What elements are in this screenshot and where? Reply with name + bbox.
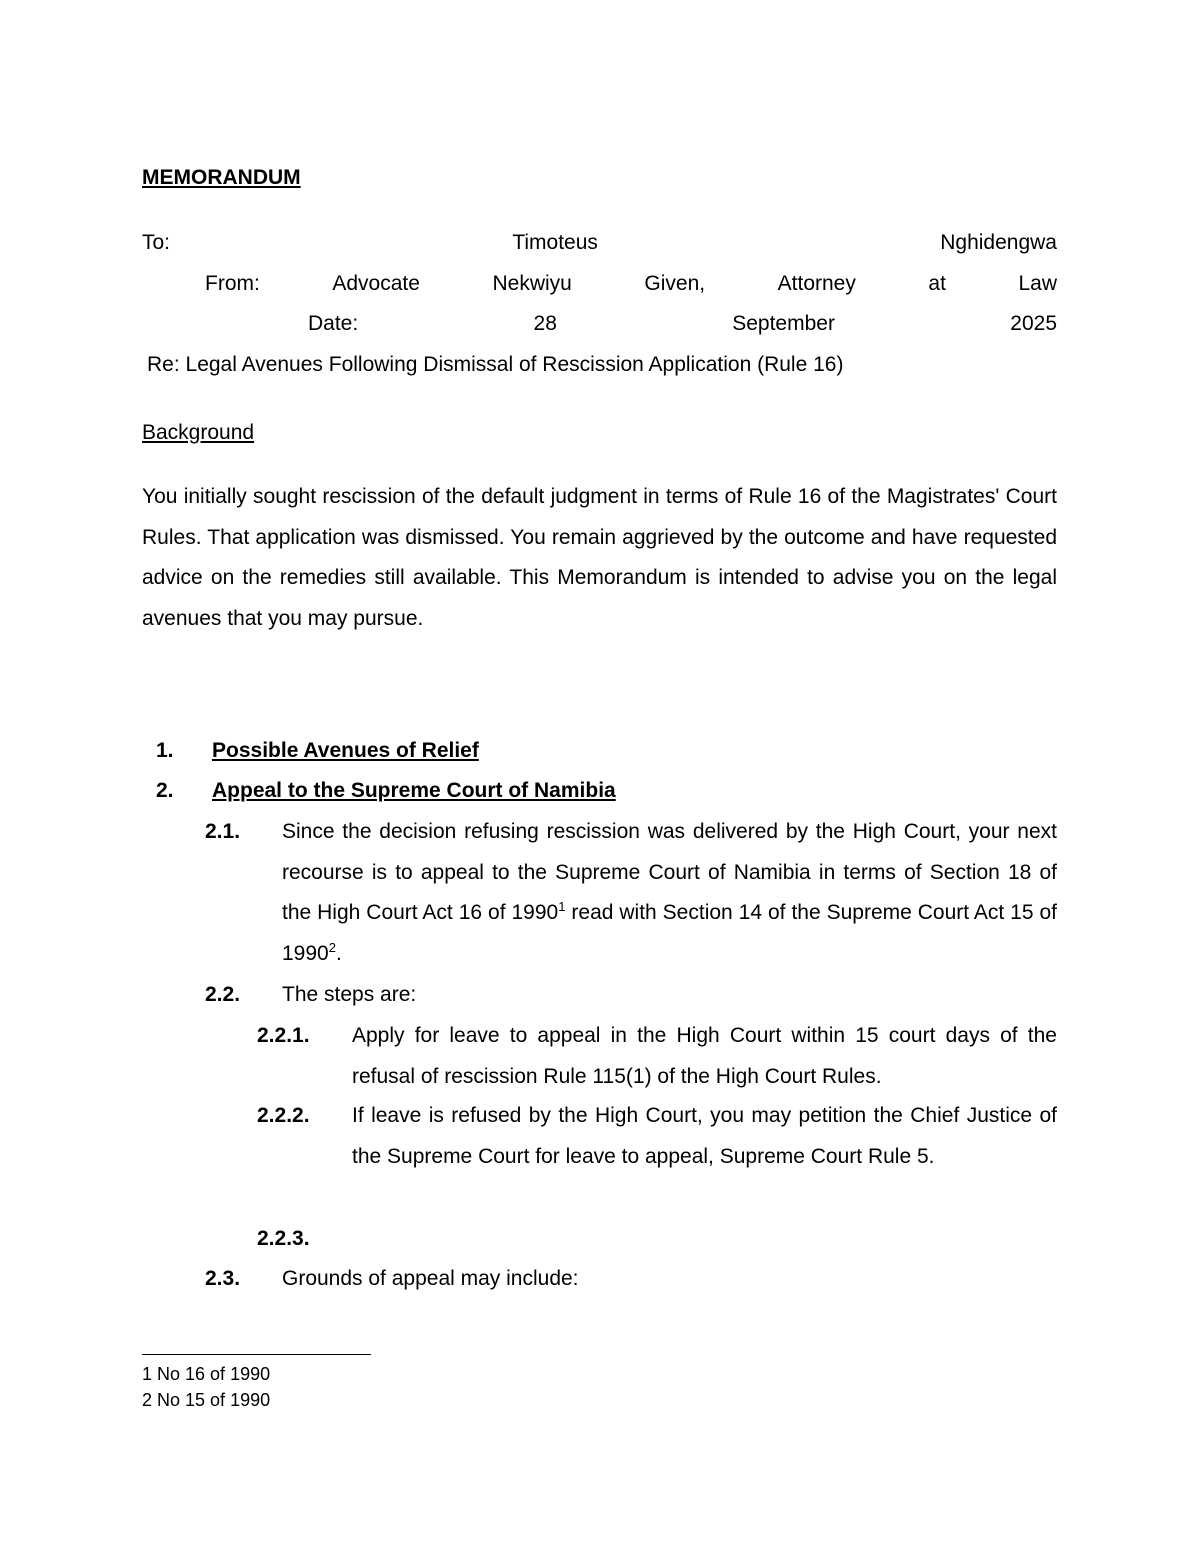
memo-to-line bbox=[142, 231, 1057, 255]
memo-date-label: Date: bbox=[308, 312, 359, 335]
memo-from-word: at bbox=[928, 272, 946, 295]
subsection-text-2-1 bbox=[282, 812, 1057, 974]
memo-date-year: 2025 bbox=[1010, 312, 1057, 335]
memo-from-word: Nekwiyu bbox=[492, 272, 572, 295]
memo-re-line: Re: Legal Avenues Following Dismissal of Rescission Application (Rule 16) bbox=[147, 353, 844, 376]
subsubsection-number: 2.2.3. bbox=[257, 1227, 310, 1250]
footnote-separator bbox=[142, 1354, 371, 1355]
subsubsection-number: 2.2.1. bbox=[257, 1024, 310, 1047]
footnote-2 bbox=[142, 1390, 270, 1411]
memo-title: MEMORANDUM bbox=[142, 166, 301, 189]
subsection-text-part: . bbox=[335, 941, 342, 965]
memo-date-line bbox=[308, 312, 1057, 336]
background-paragraph: You initially sought rescission of the default judgment in terms of Rule 16 of the Magistrates' Court Rules. That application was dismissed. You remain aggrieved by the outcome and have requested advice on the remedies still available. This Memorandum is intended to advise you on the legal avenues that you may pursue. bbox=[142, 485, 1057, 630]
memo-from-word: Attorney bbox=[777, 272, 856, 295]
memo-date-month: September bbox=[732, 312, 835, 335]
subsubsection-text-2-2-1: Apply for leave to appeal in the High Court within 15 court days of the refusal of rescission Rule 115(1) of the High Court Rules. bbox=[352, 1024, 1057, 1088]
memo-to-label: To: bbox=[142, 231, 171, 254]
subsection-text-2-3: Grounds of appeal may include: bbox=[282, 1267, 579, 1290]
subsubsection-text-2-2-2: If leave is refused by the High Court, you may petition the Chief Justice of the Supreme Court for leave to appeal, Supreme Court Rule 5. bbox=[352, 1104, 1057, 1168]
subsection-text-2-2: The steps are: bbox=[282, 983, 417, 1006]
memo-from-word: Law bbox=[1018, 272, 1057, 295]
footnote-reference: 2 bbox=[328, 939, 336, 955]
section-number: 1. bbox=[156, 739, 174, 762]
subsection-number: 2.2. bbox=[205, 983, 241, 1006]
memo-from-label: From: bbox=[205, 272, 260, 295]
memo-to-last-name: Nghidengwa bbox=[940, 231, 1057, 254]
section-number: 2. bbox=[156, 779, 174, 802]
subsection-text-part: Since the decision refusing rescission was delivered by the High Court, your next recourse is to appeal to the Supreme Court of Namibia in terms of Section 18 of the High Court Act 16 of 1990 bbox=[282, 820, 1057, 925]
footnote-mark: 1 bbox=[142, 1364, 153, 1384]
footnote-reference: 1 bbox=[558, 899, 566, 915]
subsubsection-number: 2.2.2. bbox=[257, 1104, 310, 1127]
subsection-number: 2.3. bbox=[205, 1267, 241, 1290]
section-heading-appeal: Appeal to the Supreme Court of Namibia bbox=[212, 779, 616, 802]
footnote-text: No 15 of 1990 bbox=[152, 1390, 271, 1410]
footnote-1 bbox=[142, 1364, 270, 1385]
footnote-mark: 2 bbox=[142, 1390, 153, 1410]
memo-date-day: 28 bbox=[533, 312, 557, 335]
memo-to-first-name: Timoteus bbox=[512, 231, 598, 254]
memo-from-line bbox=[205, 272, 1057, 296]
memo-from-word: Advocate bbox=[332, 272, 420, 295]
background-heading: Background bbox=[142, 421, 255, 444]
section-heading-relief: Possible Avenues of Relief bbox=[212, 739, 479, 762]
memo-from-word: Given, bbox=[644, 272, 706, 295]
subsection-text-part: read with Section 14 of the Supreme Court Act 15 of 1990 bbox=[282, 901, 1058, 965]
footnote-text: No 16 of 1990 bbox=[152, 1364, 271, 1384]
subsection-number: 2.1. bbox=[205, 820, 241, 843]
